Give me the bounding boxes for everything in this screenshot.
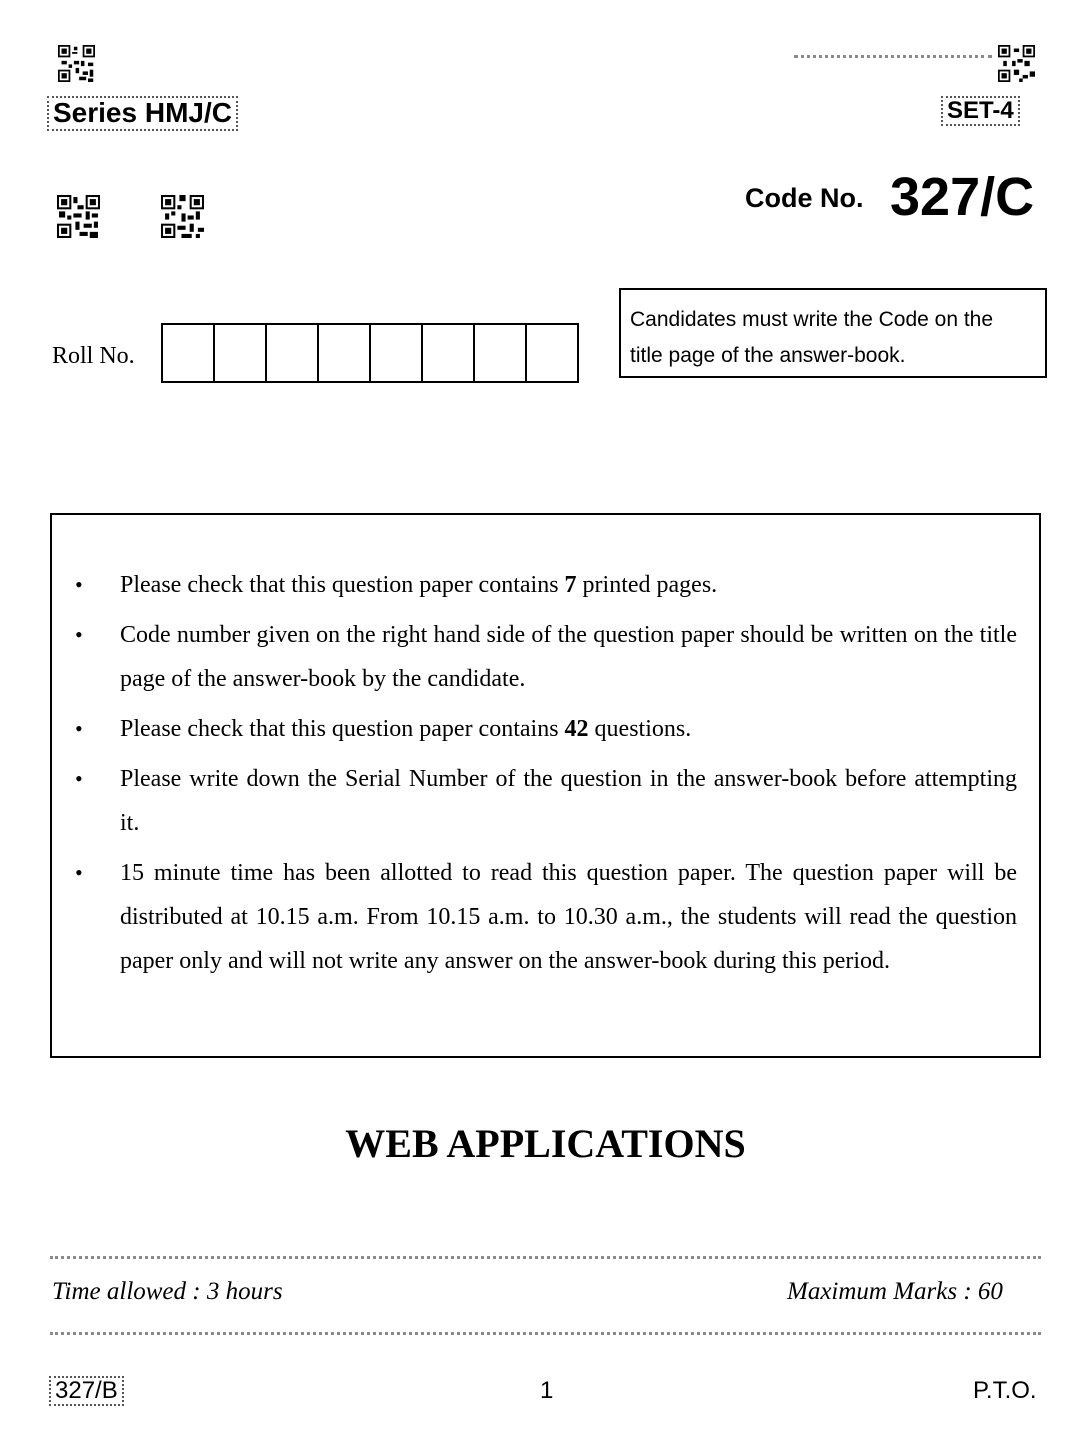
- please-turn-over: P.T.O.: [973, 1377, 1037, 1404]
- instruction-item: • Please check that this question paper contains 42 questions.: [52, 707, 1039, 751]
- roll-number-box: [267, 325, 319, 381]
- qr-code-middle-left-2-icon: [161, 195, 204, 238]
- time-allowed: Time allowed : 3 hours: [52, 1278, 283, 1305]
- maximum-marks: Maximum Marks : 60: [787, 1278, 1003, 1305]
- instruction-item: • 15 minute time has been allotted to read this question paper. The question paper will be distributed at 10.15 a.m. From 10.15 a.m. to 10.30 a.m., the students will read the question paper only and will not write any answer on the answer-book during this period.: [52, 851, 1039, 983]
- bullet-icon: •: [75, 622, 83, 647]
- qr-code-top-left-icon: [58, 45, 95, 82]
- instruction-item: • Please write down the Serial Number of the question in the answer-book before attempting it.: [52, 757, 1039, 845]
- micro-text-line-upper: [50, 1256, 1041, 1259]
- instruction-item: • Please check that this question paper contains 7 printed pages.: [52, 563, 1039, 607]
- code-number-value: 327/C: [890, 167, 1035, 227]
- subject-title: WEB APPLICATIONS: [345, 1121, 746, 1166]
- roll-number-box: [527, 325, 577, 381]
- set-label: SET-4: [941, 96, 1020, 126]
- roll-number-box: [371, 325, 423, 381]
- qr-code-top-right-icon: [998, 45, 1035, 82]
- micro-text-line-lower: [50, 1332, 1041, 1335]
- candidate-note-line-1: Candidates must write the Code on the: [630, 308, 994, 331]
- candidate-note-line-2: title page of the answer-book.: [630, 344, 906, 367]
- instructions-box: [50, 513, 1041, 1058]
- code-number-label: Code No.: [745, 183, 864, 213]
- page-number: 1: [540, 1377, 554, 1404]
- bullet-icon: •: [75, 716, 83, 741]
- roll-number-box: [475, 325, 527, 381]
- series-label: Series HMJ/C: [47, 96, 238, 131]
- bullet-icon: •: [75, 572, 83, 597]
- candidate-code-note: [619, 288, 1047, 378]
- roll-number-boxes: [161, 323, 579, 383]
- roll-number-box: [423, 325, 475, 381]
- roll-number-box: [215, 325, 267, 381]
- roll-number-label: Roll No.: [52, 343, 135, 369]
- roll-number-box: [319, 325, 371, 381]
- qr-code-middle-left-1-icon: [57, 195, 100, 238]
- bullet-icon: •: [75, 766, 83, 791]
- roll-number-box: [163, 325, 215, 381]
- footer-paper-code: 327/B: [49, 1376, 124, 1406]
- instruction-item: • Code number given on the right hand side of the question paper should be written on the title page of the answer-book by the candidate.: [52, 613, 1039, 701]
- bullet-icon: •: [75, 860, 83, 885]
- micro-text-line-top: [794, 55, 992, 58]
